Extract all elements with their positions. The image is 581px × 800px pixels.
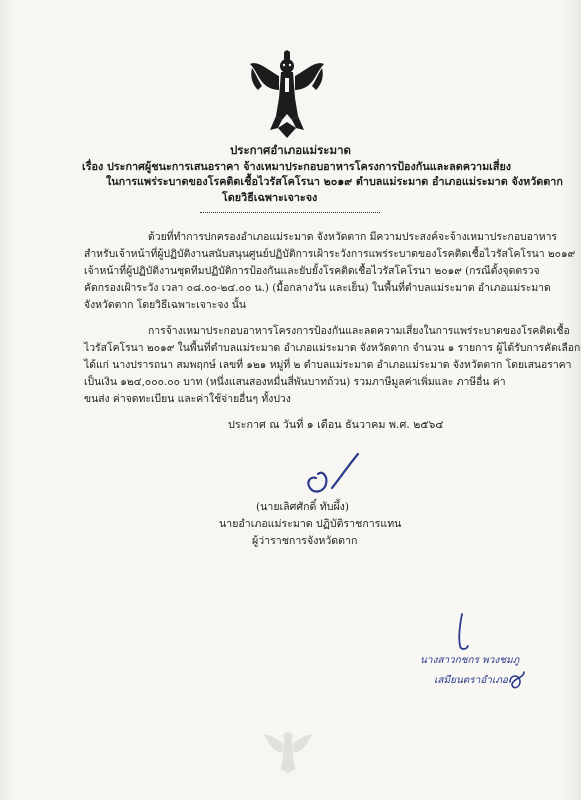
garuda-emblem-icon bbox=[248, 50, 326, 138]
paragraph-line: ด้วยที่ทำการปกครองอำเภอแม่ระมาด จังหวัดตาก มีความประสงค์จะจ้างเหมาประกอบอาหาร bbox=[148, 231, 557, 243]
signer-position-1: นายอำเภอแม่ระมาด ปฏิบัติราชการแทน bbox=[219, 518, 402, 530]
header-divider bbox=[200, 212, 380, 213]
paragraph-line: จังหวัดตาก โดยวิธีเฉพาะเจาะจง นั้น bbox=[84, 299, 246, 311]
subject-line-2: ในการแพร่ระบาดของโรคติดเชื้อไวรัสโคโรนา ๒๐๑๙ ตำบลแม่ระมาด อำเภอแม่ระมาด จังหวัดตาก bbox=[106, 175, 563, 188]
paragraph-line: ขนส่ง ค่าจดทะเบียน และค่าใช้จ่ายอื่นๆ ทั้งปวง bbox=[84, 393, 291, 405]
signature-scribble bbox=[288, 448, 368, 502]
faint-emblem-icon bbox=[258, 726, 318, 784]
paragraph-line: เจ้าหน้าที่ผู้ปฏิบัติงานชุดทีมปฏิบัติการป้องกันและยับยั้งโรคติดเชื้อไวรัสโคโรนา ๒๐๑๙ (กรณีตั้งจุดตรวจ bbox=[84, 265, 540, 277]
paragraph-line: การจ้างเหมาประกอบอาหารโครงการป้องกันและลดความเสี่ยงในการแพร่ระบาดของโรคติดเชื้อ bbox=[148, 325, 570, 337]
announce-date: ประกาศ ณ วันที่ ๑ เดือน ธันวาคม พ.ศ. ๒๕๖๔ bbox=[228, 418, 444, 431]
office-title: ประกาศอำเภอแม่ระมาด bbox=[229, 143, 351, 157]
paragraph-line: ได้แก่ นางปรารถนา สมพฤกษ์ เลขที่ ๑๒๑ หมู่ที่ ๒ ตำบลแม่ระมาด อำเภอแม่ระมาด จังหวัดตาก โดยเสนอราคา bbox=[84, 359, 572, 371]
subject-line-3: โดยวิธีเฉพาะเจาะจง bbox=[222, 191, 318, 204]
handwritten-role: เสมียนตราอำเภอ bbox=[434, 675, 508, 686]
paragraph-line: คัดกรองเฝ้าระวัง เวลา ๐๘.๐๐-๒๔.๐๐ น.) (มื้อกลางวัน และเย็น) ในพื้นที่ตำบลแม่ระมาด อำเภอแม่ระมาด bbox=[84, 282, 551, 294]
signer-name: (นายเลิศศักดิ์ ทับผึ้ง) bbox=[256, 501, 349, 513]
small-scribble bbox=[506, 668, 528, 694]
paragraph-line: เป็นเงิน ๑๒๔,๐๐๐.๐๐ บาท (หนึ่งแสนสองหมื่นสี่พันบาทถ้วน) รวมภาษีมูลค่าเพิ่มและ ภาษีอื่น ค่า bbox=[84, 376, 506, 388]
handwritten-name: นางสาวกชกร พวงชมภู bbox=[420, 655, 520, 666]
subject-line-1: เรื่อง ประกาศผู้ชนะการเสนอราคา จ้างเหมาประกอบอาหารโครงการป้องกันและลดความเสี่ยง bbox=[82, 160, 512, 173]
signer-position-2: ผู้ว่าราชการจังหวัดตาก bbox=[252, 535, 358, 547]
paragraph-line: สำหรับเจ้าหน้าที่ผู้ปฏิบัติงานสนับสนุนศูนย์ปฏิบัติการเฝ้าระวังการแพร่ระบาดของโรคติดเชื้อไวรัสโคโรนา ๒๐๑๙ bbox=[84, 248, 576, 260]
paragraph-line: ไวรัสโคโรนา ๒๐๑๙ ในพื้นที่ตำบลแม่ระมาด อำเภอแม่ระมาด จังหวัดตาก จำนวน ๑ รายการ ผู้ได้รับการคัดเลือก bbox=[84, 342, 581, 354]
initial-scribble bbox=[448, 612, 478, 654]
